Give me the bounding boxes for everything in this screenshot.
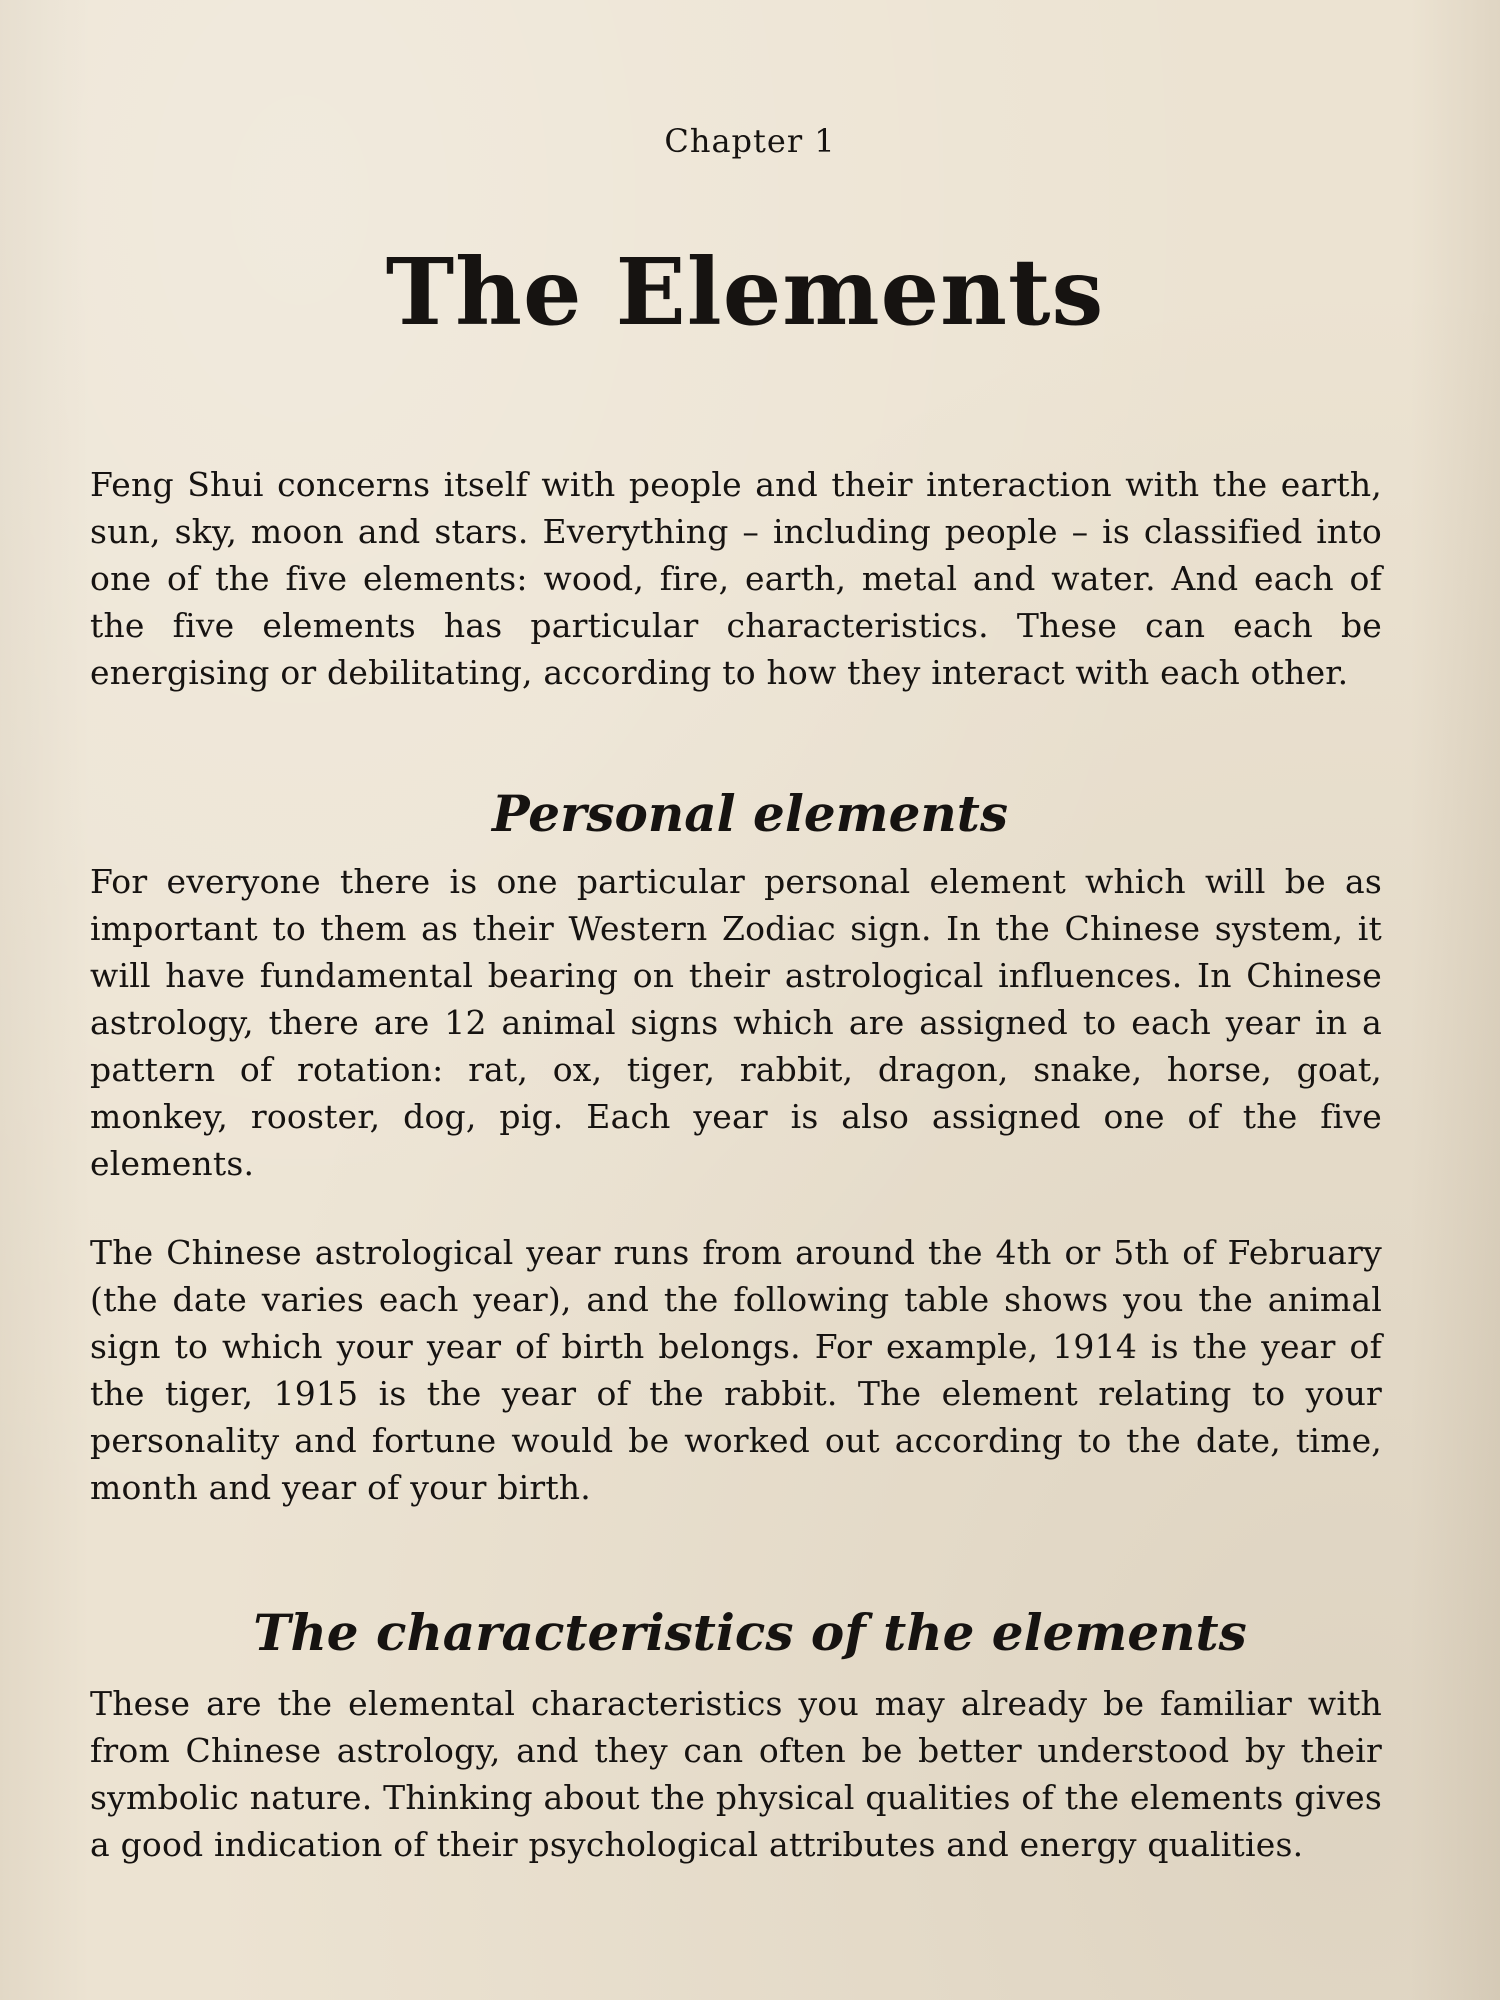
personal-elements-heading: Personal elements (492, 784, 1008, 843)
characteristics-paragraph: These are the elemental characteristics you may already be familiar with from Chinese astrology, and they can often be better understood by their symbolic nature. Thinking about the physical qualities of the elements gives a good indication of their psychological attributes and energy qualities. (90, 1684, 1382, 1864)
chapter-label: Chapter 1 (664, 122, 836, 160)
personal-elements-paragraph: For everyone there is one particular personal element which will be as important to them as their Western Zodiac sign. In the Chinese system, it will have fundamental bearing on their astrological influences. In Chinese astrology, there are 12 animal signs which are assigned to each year in a pattern of rotation: rat, ox, tiger, rabbit, dragon, snake, horse, goat, monkey, rooster, dog, pig. Each year is also assigned one of the five elements. (90, 862, 1382, 1183)
astrological-year-paragraph: The Chinese astrological year runs from around the 4th or 5th of February (the date varies each year), and the following table shows you the animal sign to which your year of birth belongs. For example, 1914 is the year of the tiger, 1915 is the year of the rabbit. The element relating to your personality and fortune would be worked out according to the date, time, month and year of your birth. (90, 1233, 1382, 1507)
chapter-title: The Elements (385, 238, 1105, 346)
intro-paragraph: Feng Shui concerns itself with people and their interaction with the earth, sun, sky, moon and stars. Everything – including people – is classified into one of the five elements: wood, fire, earth, metal and water. And each of the five elements has particular characteristics. These can each be energising or debilitating, according to how they interact with each other. (90, 465, 1382, 692)
characteristics-heading: The characteristics of the elements (253, 1603, 1247, 1662)
